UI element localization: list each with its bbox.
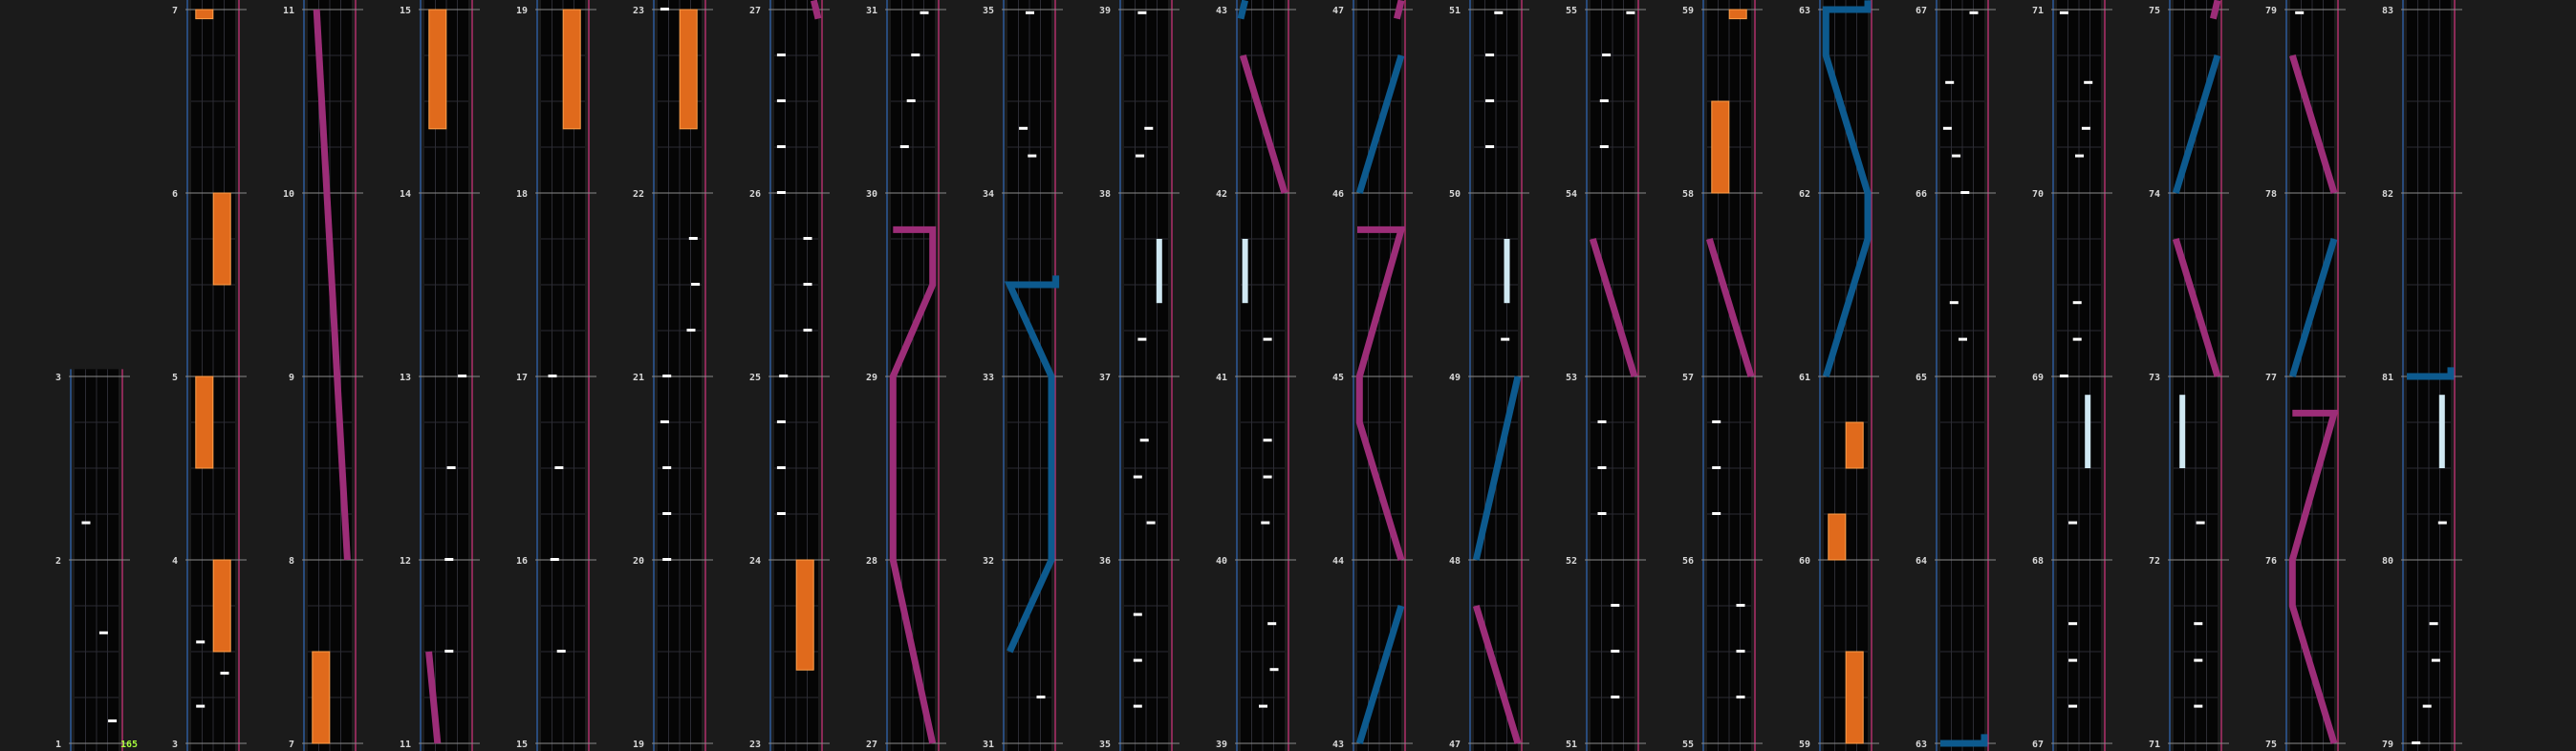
tap-note (82, 522, 91, 525)
tap-note (2430, 622, 2438, 625)
tap-note (1136, 155, 1144, 158)
ex-note (2439, 395, 2445, 468)
bpm-label: 165 (120, 740, 139, 750)
measure-number: 12 (399, 556, 411, 567)
measure-number: 50 (1448, 189, 1461, 200)
tap-note (2075, 155, 2084, 158)
tap-note (1019, 127, 1028, 130)
hold-note (213, 560, 230, 652)
measure-number: 54 (1565, 189, 1577, 200)
measure-number: 46 (1331, 189, 1344, 200)
tap-note (1134, 705, 1142, 708)
hold-note (196, 10, 213, 19)
measure-number: 81 (2381, 373, 2393, 383)
measure-number: 47 (1331, 6, 1344, 16)
measure-number: 15 (399, 6, 411, 16)
tap-note (1712, 466, 1721, 469)
measure-number: 19 (632, 740, 644, 750)
hold-note (429, 10, 446, 129)
measure-number: 2 (54, 556, 61, 567)
tap-note (777, 512, 786, 515)
measure-number: 6 (171, 189, 178, 200)
measure-number: 34 (982, 189, 994, 200)
measure-number: 23 (632, 6, 644, 16)
tap-note (1028, 155, 1036, 158)
measure-number: 39 (1215, 740, 1227, 750)
measure-number: 71 (2031, 6, 2044, 16)
measure-number: 56 (1681, 556, 1694, 567)
measure-number: 7 (171, 6, 178, 16)
measure-number: 11 (282, 6, 294, 16)
tap-note (1945, 81, 1954, 84)
measure-number: 68 (2031, 556, 2044, 567)
measure-number: 80 (2381, 556, 2393, 567)
tap-note (1600, 99, 1609, 102)
measure-number: 37 (1098, 373, 1111, 383)
measure-number: 1 (54, 740, 61, 750)
tap-note (777, 99, 786, 102)
measure-number: 33 (982, 373, 994, 383)
measure-number: 5 (171, 373, 178, 383)
tap-note (662, 558, 671, 561)
measure-number: 67 (1915, 6, 1927, 16)
ex-note (1243, 239, 1248, 303)
tap-note (777, 191, 786, 194)
measure-number: 76 (2264, 556, 2277, 567)
tap-note (687, 329, 696, 332)
measure-number: 30 (865, 189, 877, 200)
tap-note (1137, 338, 1146, 341)
measure-number: 69 (2031, 373, 2044, 383)
measure-number: 13 (399, 373, 411, 383)
tap-note (1134, 659, 1142, 662)
hold-note (563, 10, 580, 129)
measure-number: 17 (515, 373, 528, 383)
measure-number: 38 (1098, 189, 1111, 200)
tap-note (660, 420, 669, 423)
measure-number: 45 (1331, 373, 1344, 383)
measure-number: 23 (748, 740, 761, 750)
tap-note (2068, 622, 2077, 625)
tap-note (2194, 705, 2202, 708)
tap-note (1943, 127, 1952, 130)
ex-note (2085, 395, 2090, 468)
tap-note (2194, 659, 2202, 662)
measure-number: 65 (1915, 373, 1927, 383)
measure-number: 3 (171, 740, 178, 750)
measure-number: 3 (54, 373, 61, 383)
measure-number: 31 (982, 740, 994, 750)
tap-note (662, 466, 671, 469)
measure-number: 51 (1448, 6, 1461, 16)
tap-note (554, 466, 563, 469)
hold-note (313, 652, 330, 743)
tap-note (444, 650, 453, 653)
tap-note (2068, 705, 2077, 708)
tap-note (1598, 512, 1607, 515)
measure-number: 21 (632, 373, 644, 383)
tap-note (1602, 54, 1611, 56)
tap-note (1144, 127, 1153, 130)
tap-note (1261, 522, 1269, 525)
measure-number: 82 (2381, 189, 2393, 200)
tap-note (1270, 668, 1279, 671)
measure-number: 61 (1798, 373, 1810, 383)
measure-number: 44 (1331, 556, 1344, 567)
tap-note (662, 512, 671, 515)
tap-note (1494, 11, 1503, 14)
tap-note (2412, 741, 2420, 744)
ex-note (1157, 239, 1162, 303)
hold-note (1829, 514, 1846, 560)
tap-note (1737, 604, 1745, 607)
tap-note (108, 719, 117, 722)
slide-path (2213, 0, 2218, 18)
measure-number: 4 (171, 556, 178, 567)
tap-note (549, 375, 557, 377)
measure-number: 24 (748, 556, 761, 567)
tap-note (2197, 522, 2205, 525)
tap-note (1259, 705, 1267, 708)
tap-note (662, 375, 671, 377)
tap-note (1137, 11, 1146, 14)
slide-path (1241, 0, 1245, 18)
measure-number: 26 (748, 189, 761, 200)
measure-number: 51 (1565, 740, 1577, 750)
tap-note (551, 558, 559, 561)
measure-number: 43 (1215, 6, 1227, 16)
tap-note (1611, 650, 1619, 653)
tap-note (1037, 696, 1046, 698)
tap-note (911, 54, 920, 56)
hold-note (213, 193, 230, 285)
measure-number: 55 (1681, 740, 1694, 750)
tap-note (1960, 191, 1969, 194)
measure-number: 31 (865, 6, 877, 16)
tap-note (2073, 338, 2082, 341)
tap-note (1264, 338, 1272, 341)
tap-note (2068, 522, 2077, 525)
measure-number: 79 (2381, 740, 2393, 750)
tap-note (900, 145, 909, 148)
tap-note (1485, 99, 1494, 102)
measure-number: 48 (1448, 556, 1461, 567)
measure-number: 53 (1565, 373, 1577, 383)
tap-note (777, 54, 786, 56)
measure-number: 78 (2264, 189, 2277, 200)
measure-number: 62 (1798, 189, 1810, 200)
tap-note (804, 237, 812, 240)
measure-number: 27 (865, 740, 877, 750)
measure-number: 25 (748, 373, 761, 383)
measure-number: 18 (515, 189, 528, 200)
measure-number: 70 (2031, 189, 2044, 200)
tap-note (1264, 439, 1272, 441)
measure-number: 67 (2031, 740, 2044, 750)
tap-note (920, 11, 929, 14)
tap-note (1626, 11, 1634, 14)
measure-number: 64 (1915, 556, 1927, 567)
tap-note (907, 99, 916, 102)
tap-note (196, 640, 205, 643)
measure-number: 59 (1681, 6, 1694, 16)
measure-number: 72 (2148, 556, 2160, 567)
measure-number: 39 (1098, 6, 1111, 16)
hold-note (1846, 422, 1863, 468)
measure-number: 73 (2148, 373, 2160, 383)
tap-note (779, 375, 788, 377)
measure-number: 28 (865, 556, 877, 567)
measure-number: 58 (1681, 189, 1694, 200)
tap-note (2068, 659, 2077, 662)
tap-note (2295, 11, 2304, 14)
tap-note (196, 705, 205, 708)
tap-note (804, 283, 812, 286)
measure-number: 60 (1798, 556, 1810, 567)
tap-note (1264, 476, 1272, 479)
measure-number: 22 (632, 189, 644, 200)
measure-number: 47 (1448, 740, 1461, 750)
hold-note (680, 10, 697, 129)
tap-note (777, 420, 786, 423)
measure-number: 77 (2264, 373, 2277, 383)
tap-note (2438, 522, 2447, 525)
measure-number: 43 (1331, 740, 1344, 750)
measure-number: 8 (288, 556, 294, 567)
tap-note (1959, 338, 1967, 341)
measure-number: 32 (982, 556, 994, 567)
tap-note (1952, 155, 1960, 158)
tap-note (2432, 659, 2440, 662)
measure-number: 75 (2264, 740, 2277, 750)
hold-note (1846, 652, 1863, 743)
measure-number: 35 (1098, 740, 1111, 750)
tap-note (1598, 420, 1607, 423)
measure-number: 14 (399, 189, 411, 200)
measure-number: 11 (399, 740, 411, 750)
tap-note (1712, 512, 1721, 515)
ex-note (2179, 395, 2185, 468)
tap-note (1134, 476, 1142, 479)
measure-number: 29 (865, 373, 877, 383)
measure-number: 79 (2264, 6, 2277, 16)
measure-number: 40 (1215, 556, 1227, 567)
tap-note (2194, 622, 2202, 625)
ex-note (1504, 239, 1510, 303)
tap-note (1485, 54, 1494, 56)
hold-note (1712, 101, 1729, 193)
slide-path (1396, 0, 1401, 18)
measure-number: 35 (982, 6, 994, 16)
tap-note (2060, 11, 2068, 14)
tap-note (1026, 11, 1034, 14)
tap-note (691, 283, 700, 286)
tap-note (1134, 613, 1142, 616)
measure-number: 74 (2148, 189, 2160, 200)
tap-note (2084, 81, 2092, 84)
tap-note (689, 237, 698, 240)
measure-number: 83 (2381, 6, 2393, 16)
tap-note (99, 632, 108, 634)
tap-note (2073, 301, 2082, 304)
measure-number: 42 (1215, 189, 1227, 200)
slide-path (813, 0, 818, 18)
measure-number: 10 (282, 189, 294, 200)
tap-note (1501, 338, 1509, 341)
tap-note (1611, 696, 1619, 698)
tap-note (1267, 622, 1276, 625)
measure-number: 63 (1798, 6, 1810, 16)
tap-note (1712, 420, 1721, 423)
measure-number: 55 (1565, 6, 1577, 16)
tap-note (221, 672, 229, 675)
tap-note (1598, 466, 1607, 469)
measure-number: 36 (1098, 556, 1111, 567)
hold-note (1729, 10, 1746, 19)
measure-number: 16 (515, 556, 528, 567)
tap-note (660, 8, 669, 11)
measure-number: 27 (748, 6, 761, 16)
measure-number: 52 (1565, 556, 1577, 567)
tap-note (1485, 145, 1494, 148)
measure-number: 9 (288, 373, 294, 383)
measure-number: 41 (1215, 373, 1227, 383)
tap-note (447, 466, 456, 469)
measure-number: 59 (1798, 740, 1810, 750)
measure-number: 49 (1448, 373, 1461, 383)
tap-note (2082, 127, 2090, 130)
measure-number: 57 (1681, 373, 1694, 383)
tap-note (1140, 439, 1149, 441)
measure-number: 19 (515, 6, 528, 16)
tap-note (2060, 375, 2068, 377)
measure-number: 66 (1915, 189, 1927, 200)
measure-number: 7 (288, 740, 294, 750)
tap-note (557, 650, 566, 653)
tap-note (2423, 705, 2432, 708)
measure-number: 71 (2148, 740, 2160, 750)
hold-note (196, 376, 213, 468)
tap-note (1737, 696, 1745, 698)
tap-note (1147, 522, 1156, 525)
tap-note (777, 145, 786, 148)
tap-note (1611, 604, 1619, 607)
measure-number: 75 (2148, 6, 2160, 16)
tap-note (1600, 145, 1609, 148)
tap-note (1950, 301, 1959, 304)
tap-note (777, 466, 786, 469)
tap-note (804, 329, 812, 332)
tap-note (444, 558, 453, 561)
hold-note (796, 560, 813, 670)
measure-number: 63 (1915, 740, 1927, 750)
tap-note (458, 375, 466, 377)
measure-number: 20 (632, 556, 644, 567)
tap-note (1737, 650, 1745, 653)
tap-note (1970, 11, 1979, 14)
measure-number: 15 (515, 740, 528, 750)
